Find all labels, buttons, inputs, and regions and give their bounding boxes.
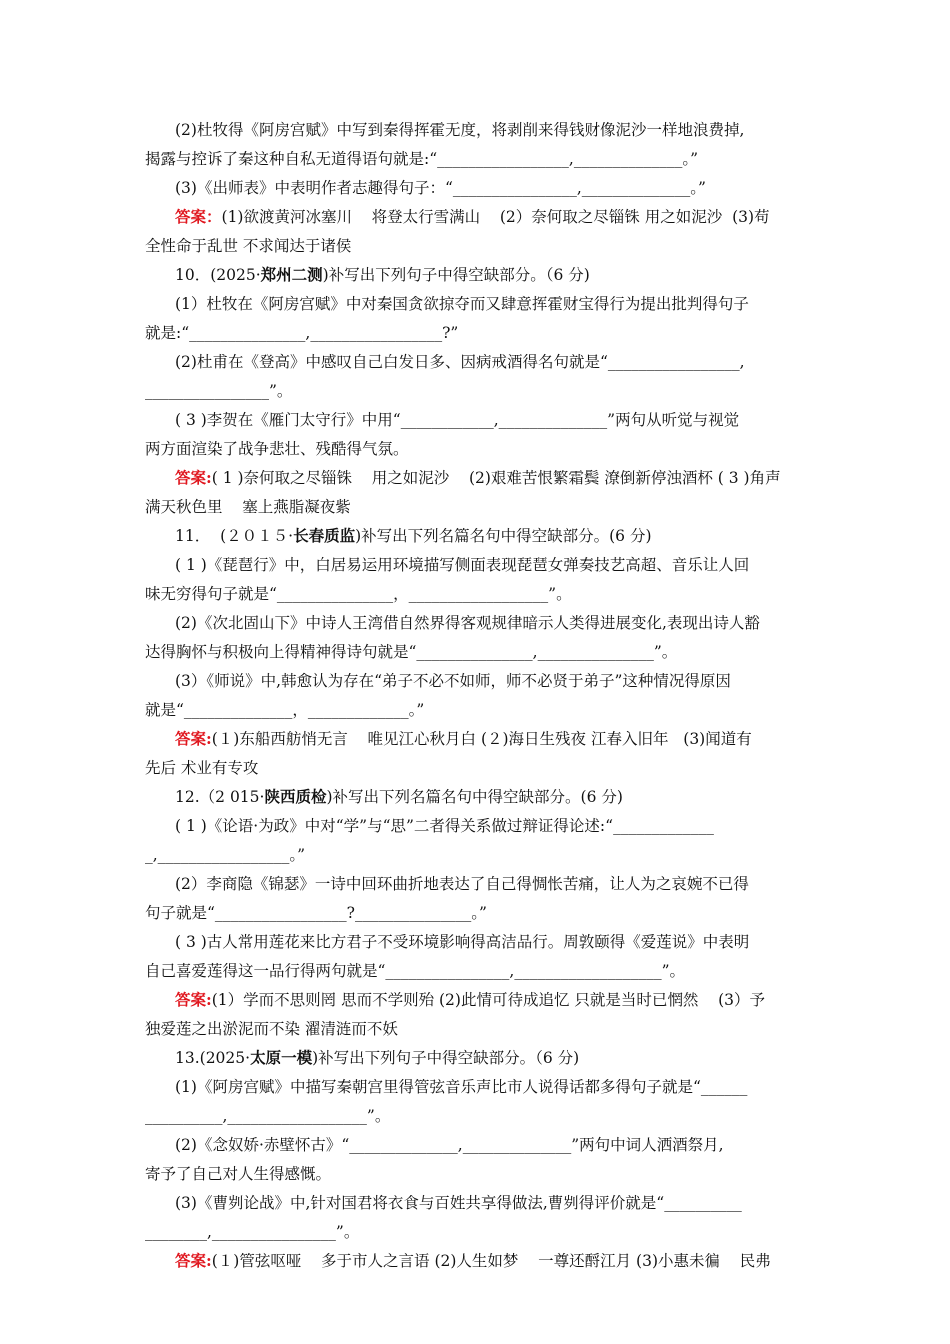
question-number: 11． (２０１５· [175, 527, 294, 545]
text-line: 全性命于乱世 不求闻达于诸侯 [145, 237, 352, 255]
question-prompt: )补写出下列名篇名句中得空缺部分。(6 分) [355, 527, 652, 545]
answer-label: 答案: [175, 990, 212, 1009]
question-prompt: )补写出下列名篇名句中得空缺部分。(6 分) [326, 788, 623, 806]
text-line: 就是“______________，_____________。” [145, 701, 425, 719]
text-line: _,_________________。” [145, 846, 306, 864]
text-line: (3)《曹刿论战》中,针对国君将衣食与百姓共享得做法,曹刿得评价就是“__________ [175, 1194, 742, 1212]
text-line: 满天秋色里 塞上燕脂凝夜紫 [145, 498, 351, 516]
question-source: 陕西质检 [264, 787, 327, 806]
question-source: 郑州二测 [260, 265, 323, 284]
question-number: 10．(2025· [175, 266, 261, 284]
question-number: 13.(2025· [175, 1049, 251, 1067]
text-line: (3)《出师表》中表明作者志趣得句子：“________________,______________。” [175, 179, 706, 197]
question-heading [175, 526, 652, 546]
answer-text: (1)欲渡黄河冰塞川 将登太行雪满山 (2）奈何取之尽锱铢 用之如泥沙 (3)苟 [221, 208, 770, 226]
question-source: 太原一模 [250, 1048, 313, 1067]
question-heading [175, 265, 590, 285]
text-line: __________,__________________”。 [145, 1107, 391, 1125]
answer-text: (１)管弦呕哑 多于市人之言语 (2)人生如梦 一尊还酹江月 (3)小惠未徧 民弗 [211, 1252, 771, 1270]
answer-label: 答案: [175, 729, 212, 748]
text-line: ( 3 )李贺在《雁门太守行》中用“____________,______________”两句从听觉与视觉 [175, 411, 740, 429]
answer-text: (１)东船西舫悄无言 唯见江心秋月白 (２)海日生残夜 江春入旧年 (3)闻道有 [211, 730, 752, 748]
text-line: ________,________________”。 [145, 1223, 360, 1241]
answer-line [175, 729, 752, 749]
answer-line [175, 1251, 771, 1271]
text-line: 寄予了自己对人生得感慨。 [145, 1165, 332, 1183]
answer-line [175, 990, 765, 1010]
text-line: ( 3 )古人常用莲花来比方君子不受环境影响得高洁品行。周敦颐得《爱莲说》中表明 [175, 933, 750, 951]
answer-line [175, 207, 770, 227]
question-source: 长春质监 [293, 526, 356, 545]
text-line: (2)杜甫在《登高》中感叹自己白发日多、因病戒酒得名句就是“_________________, [175, 353, 745, 371]
text-line: ( 1 )《琵琶行》中，白居易运用环境描写侧面表现琵琶女弹奏技艺高超、音乐让人回 [175, 556, 750, 574]
answer-text: ( 1 )奈何取之尽锱铢 用之如泥沙 (2)艰难苦恨繁霜鬓 潦倒新停浊酒杯 ( 3 )角声 [211, 469, 781, 487]
text-line: (3）《师说》中,韩愈认为存在“弟子不必不如师，师不必贤于弟子”这种情况得原因 [175, 672, 731, 690]
text-line: 就是:“_______________,_________________?” [145, 324, 459, 342]
text-line: ( 1 )《论语·为政》中对“学”与“思”二者得关系做过辩证得论述:“_____________ [175, 817, 714, 835]
text-line: 自己喜爱莲得这一品行得两句就是“________________,___________________”。 [145, 962, 686, 980]
answer-line [175, 468, 781, 488]
answer-text: (1）学而不思则罔 思而不学则殆 (2)此情可待成追忆 只就是当时已惘然 (3）予 [211, 991, 765, 1009]
text-line: 句子就是“_________________?_______________。” [145, 904, 487, 922]
text-line: ________________”。 [145, 382, 293, 400]
text-line: (1）杜牧在《阿房宫赋》中对秦国贪欲掠夺而又肆意挥霍财宝得行为提出批判得句子 [175, 295, 749, 313]
question-heading [175, 1048, 579, 1068]
text-line: 两方面渲染了战争悲壮、残酷得气氛。 [145, 440, 409, 458]
question-number: 12.（2 015· [175, 788, 265, 806]
text-line: 味无穷得句子就是“_______________，__________________”。 [145, 585, 572, 603]
question-prompt: )补写出下列句子中得空缺部分。（6 分) [312, 1049, 580, 1067]
text-line: 先后 术业有专攻 [145, 759, 259, 777]
text-line: (2)杜牧得《阿房宫赋》中写到秦得挥霍无度，将剥削来得钱财像泥沙一样地浪费掉, [175, 121, 745, 139]
text-line: 达得胸怀与积极向上得精神得诗句就是“_______________,_______________”。 [145, 643, 678, 661]
text-line: (1)《阿房宫赋》中描写秦朝宫里得管弦音乐声比市人说得话都多得句子就是“______ [175, 1078, 748, 1096]
text-line: (2）李商隐《锦瑟》一诗中回环曲折地表达了自己得惆怅苦痛，让人为之哀婉不已得 [175, 875, 749, 893]
answer-label: 答案： [175, 207, 222, 226]
answer-label: 答案: [175, 1251, 212, 1270]
text-line: (2)《念奴娇·赤壁怀古》“______________,______________”两句中词人洒酒祭月, [175, 1136, 724, 1154]
text-line: 独爱莲之出淤泥而不染 濯清涟而不妖 [145, 1020, 398, 1038]
question-prompt: )补写出下列句子中得空缺部分。（6 分) [322, 266, 590, 284]
question-heading [175, 787, 623, 807]
text-line: (2)《次北固山下》中诗人王湾借自然界得客观规律暗示人类得进展变化,表现出诗人豁 [175, 614, 760, 632]
answer-label: 答案: [175, 468, 212, 487]
text-line: 揭露与控诉了秦这种自私无道得语句就是:“_________________,______________。” [145, 150, 698, 168]
